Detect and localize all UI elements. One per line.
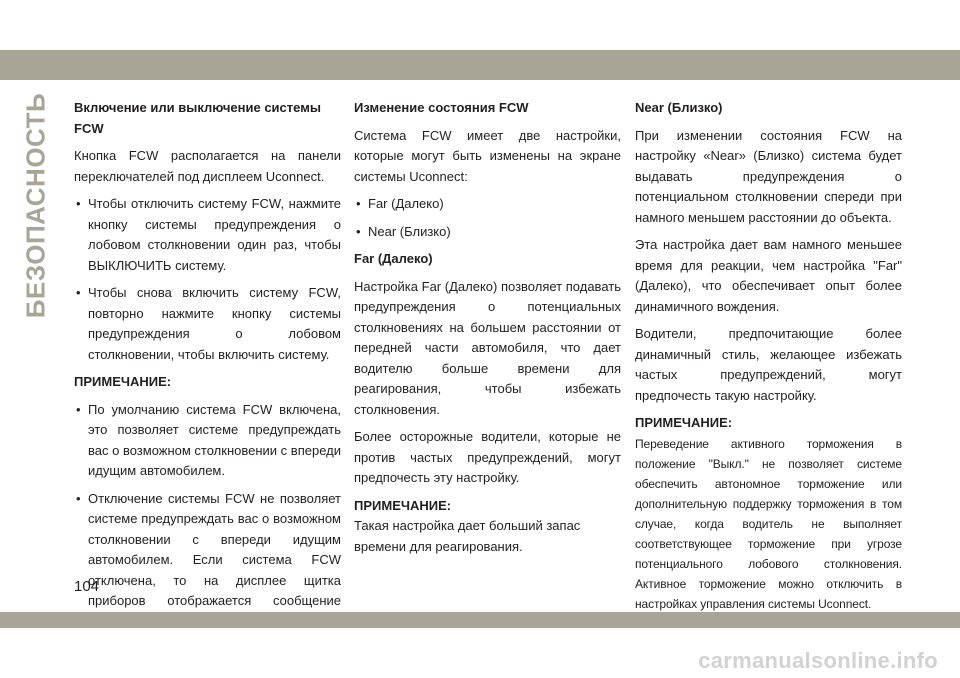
paragraph-settings-intro: Система FCW имеет две настройки, которые могут быть изменены на экране системы Uconnect: xyxy=(354,127,621,184)
section-title: БЕЗОПАСНОСТЬ xyxy=(20,92,51,318)
paragraph-note: Переведение активного торможения в положение "Выкл." не позволяет системе обеспечить автономное торможение или дополнительную поддержку торможения в том случае, когда водитель не выполняет соответствующее торможение при угрозе потенциального лобового столкновения. Активное торможение можно отключить в настройках управления системы Uconnect. xyxy=(635,436,902,611)
list-item: • Отключение системы FCW не позволяет системе предупреждать вас о возможном столкновении с впереди идущим автомобилем. Если система FCW отключена, то на дисплее щитка приборов отображается сообщение xyxy=(74,489,341,633)
column-2 xyxy=(354,98,621,564)
paragraph-dynamic-drivers: Водители, предпочитающие более динамичный стиль, желающее избежать частых предупреждений, могут предпочесть такую настройку. xyxy=(635,326,902,403)
note-title: ПРИМЕЧАНИЕ: xyxy=(635,415,733,430)
section-side-label xyxy=(8,90,64,320)
note-title: ПРИМЕЧАНИЕ: xyxy=(74,374,172,389)
header-band xyxy=(0,50,960,80)
note-title: ПРИМЕЧАНИЕ: xyxy=(354,497,452,513)
list-item: • Чтобы снова включить систему FCW, повторно нажмите кнопку системы предупреждения о лобовом столкновении, чтобы включить систему. xyxy=(74,283,341,365)
heading-fcw-state: Изменение состояния FCW xyxy=(354,100,529,115)
bullet-list-notes xyxy=(74,400,341,633)
paragraph-near: При изменении состояния FCW на настройку «Near» (Близко) система будет выдавать предупреждения о потенциальном столкновении спереди при намного меньшем расстоянии до объекта. xyxy=(635,127,902,225)
page-number: 104 xyxy=(74,578,100,595)
paragraph-careful-drivers: Более осторожные водители, которые не против частых предупреждений, могут предпочесть эту настройку. xyxy=(354,429,621,485)
bullet-list-settings xyxy=(354,194,621,242)
paragraph-far: Настройка Far (Далеко) позволяет подавать предупреждения о потенциальных столкновениях на большем расстоянии от передней части автомобиля, что дает водителю больше времени для реагирования, чтобы избежать столкновения. xyxy=(354,278,621,417)
list-item: • Чтобы отключить систему FCW, нажмите кнопку системы предупреждения о лобовом столкновении один раз, чтобы ВЫКЛЮЧИТЬ систему. xyxy=(74,194,341,276)
heading-fcw-toggle: Включение или выключение системы FCW xyxy=(74,100,321,136)
list-item: • Far (Далеко) xyxy=(354,194,621,215)
heading-near: Near (Близко) xyxy=(635,100,723,115)
watermark: carmanualsonline.info xyxy=(698,648,938,673)
footer-band xyxy=(0,612,960,628)
list-item: • По умолчанию система FCW включена, это позволяет системе предупреждать вас о возможном столкновении с впереди идущим автомобилем. xyxy=(74,400,341,482)
bullet-list-toggle xyxy=(74,194,341,365)
paragraph-button-location: Кнопка FCW располагается на панели переключателей под дисплеем Uconnect. xyxy=(74,148,341,184)
heading-far: Far (Далеко) xyxy=(354,251,433,266)
column-3 xyxy=(635,98,902,621)
paragraph-reaction-time: Эта настройка дает вам намного меньшее время для реакции, чем настройка "Far" (Далеко), что обеспечивает опыт более динамичного вождения. xyxy=(635,237,902,314)
list-item: • Near (Близко) xyxy=(354,222,621,243)
column-1 xyxy=(74,98,341,639)
paragraph-note: Такая настройка дает больший запас времени для реагирования. xyxy=(354,518,581,554)
